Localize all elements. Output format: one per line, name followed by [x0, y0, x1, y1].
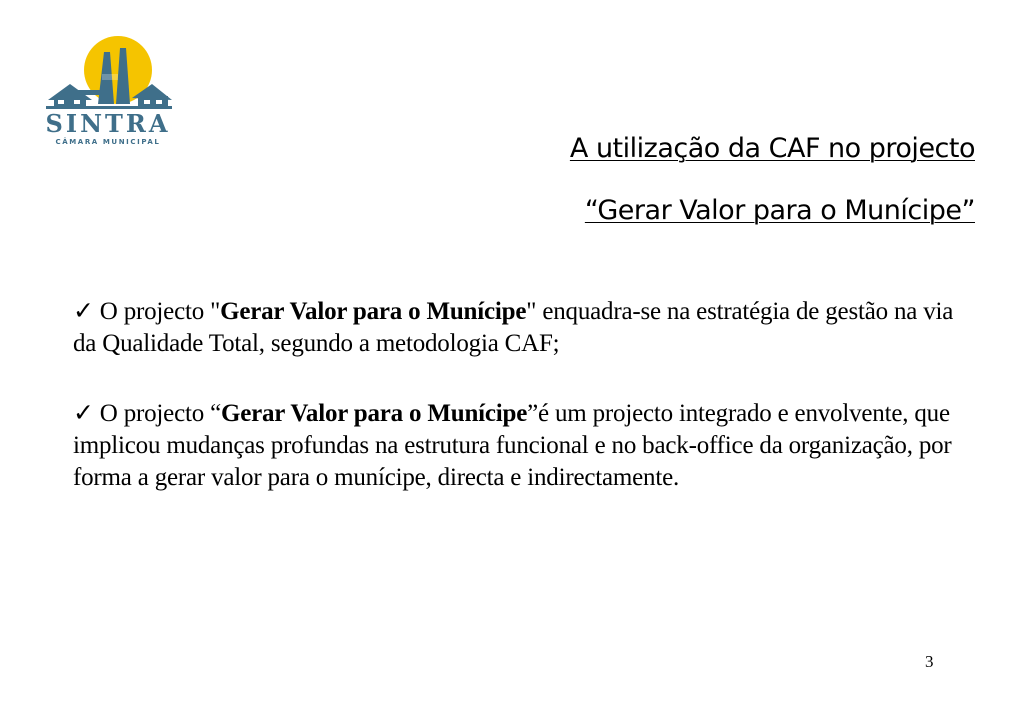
bullet-item: ✓ O projecto "Gerar Valor para o Munícipe" enquadra-se na estratégia de gestão na via da Qualidade Total, segundo a metodologia CAF;	[73, 298, 954, 357]
check-icon: ✓	[73, 298, 94, 325]
title-line-1: A utilização da CAF no projecto	[569, 133, 975, 164]
title-line-2: “Gerar Valor para o Munícipe”	[584, 195, 975, 226]
page-number: 3	[925, 652, 934, 671]
bullet-bold-text: Gerar Valor para o Munícipe	[220, 400, 528, 427]
check-icon: ✓	[73, 400, 94, 427]
logo-subtitle: CÂMARA MUNICIPAL	[55, 138, 161, 146]
sintra-emblem-icon	[44, 34, 174, 114]
bullet-item: ✓ O projecto “Gerar Valor para o Munícipe”é um projecto integrado e envolvente, que implicou mudanças profundas na estrutura funcional e no back-office da organização, por forma a gerar valor para o munícipe, directa e indirectamente.	[73, 400, 952, 491]
bullet-list	[73, 296, 973, 532]
slide-title	[570, 118, 975, 242]
sintra-logo	[44, 34, 174, 149]
logo-name: SINTRA	[45, 109, 171, 138]
bullet-bold-text: Gerar Valor para o Munícipe	[220, 298, 527, 325]
